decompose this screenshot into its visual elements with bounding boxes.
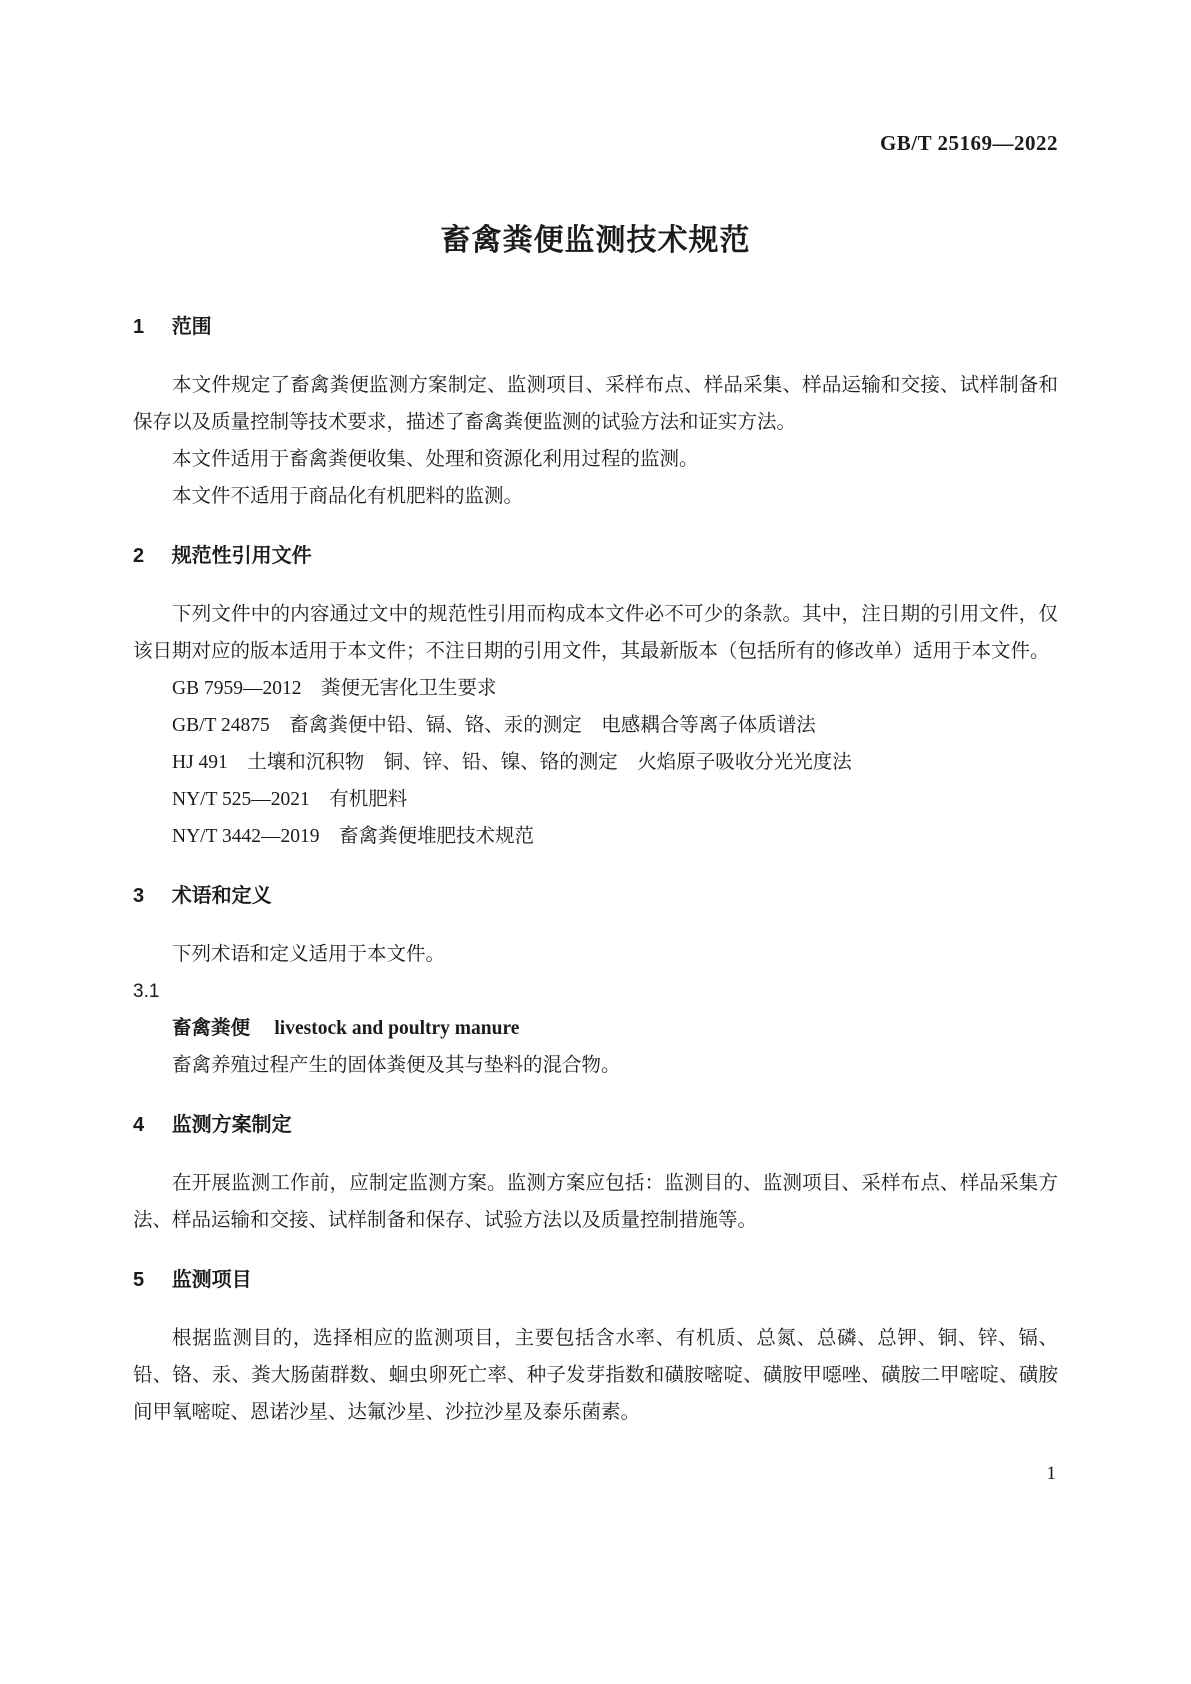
section-number: 5 xyxy=(133,1269,145,1291)
section-heading xyxy=(133,309,1058,346)
section-terms-definitions xyxy=(133,878,1058,1084)
section-number: 2 xyxy=(133,545,145,567)
term-english: livestock and poultry manure xyxy=(274,1018,520,1039)
section-number: 3 xyxy=(133,885,145,907)
paragraph: 本文件不适用于商品化有机肥料的监测。 xyxy=(172,486,524,507)
section-heading xyxy=(133,878,1058,915)
term-chinese: 畜禽粪便 xyxy=(172,1017,251,1039)
page-number: 1 xyxy=(1046,1463,1056,1484)
paragraph: 下列文件中的内容通过文中的规范性引用而构成本文件必不可少的条款。其中，注日期的引用文件，仅该日期对应的版本适用于本文件；不注日期的引用文件，其最新版本（包括所有的修改单）适用于本文件。 xyxy=(133,604,1058,662)
term-definition: 畜禽养殖过程产生的固体粪便及其与垫料的混合物。 xyxy=(172,1055,621,1076)
section-title: 范围 xyxy=(171,316,212,338)
section-normative-references xyxy=(133,538,1058,855)
section-heading xyxy=(133,538,1058,575)
reference-item: GB 7959—2012 粪便无害化卫生要求 xyxy=(172,678,497,699)
paragraph: 本文件适用于畜禽粪便收集、处理和资源化利用过程的监测。 xyxy=(172,449,699,470)
section-heading xyxy=(133,1262,1058,1299)
paragraph: 下列术语和定义适用于本文件。 xyxy=(172,944,446,965)
section-number: 4 xyxy=(133,1114,145,1136)
section-title: 监测项目 xyxy=(171,1269,252,1291)
section-title: 术语和定义 xyxy=(171,885,272,907)
paragraph: 在开展监测工作前，应制定监测方案。监测方案应包括：监测目的、监测项目、采样布点、样品采集方法、样品运输和交接、试样制备和保存、试验方法以及质量控制措施等。 xyxy=(133,1173,1058,1231)
reference-item: GB/T 24875 畜禽粪便中铅、镉、铬、汞的测定 电感耦合等离子体质谱法 xyxy=(172,715,816,736)
paragraph: 根据监测目的，选择相应的监测项目，主要包括含水率、有机质、总氮、总磷、总钾、铜、锌、镉、铅、铬、汞、粪大肠菌群数、蛔虫卵死亡率、种子发芽指数和磺胺嘧啶、磺胺甲噁唑、磺胺二甲嘧啶、磺胺间甲氧嘧啶、恩诺沙星、达氟沙星、沙拉沙星及泰乐菌素。 xyxy=(133,1328,1058,1423)
section-monitoring-plan xyxy=(133,1107,1058,1239)
document-title: 畜禽粪便监测技术规范 xyxy=(440,224,751,257)
section-monitoring-items xyxy=(133,1262,1058,1431)
clause-number: 3.1 xyxy=(133,981,160,1002)
paragraph: 本文件规定了畜禽粪便监测方案制定、监测项目、采样布点、样品采集、样品运输和交接、试样制备和保存以及质量控制等技术要求，描述了畜禽粪便监测的试验方法和证实方法。 xyxy=(133,375,1058,433)
section-title: 规范性引用文件 xyxy=(171,545,312,567)
reference-item: HJ 491 土壤和沉积物 铜、锌、铅、镍、铬的测定 火焰原子吸收分光光度法 xyxy=(172,752,852,773)
standard-code: GB/T 25169—2022 xyxy=(879,131,1058,155)
reference-item: NY/T 525—2021 有机肥料 xyxy=(172,789,408,810)
section-heading xyxy=(133,1107,1058,1144)
reference-item: NY/T 3442—2019 畜禽粪便堆肥技术规范 xyxy=(172,826,535,847)
term-line xyxy=(133,1010,1058,1047)
section-number: 1 xyxy=(133,316,145,338)
section-scope xyxy=(133,309,1058,515)
section-title: 监测方案制定 xyxy=(171,1114,292,1136)
